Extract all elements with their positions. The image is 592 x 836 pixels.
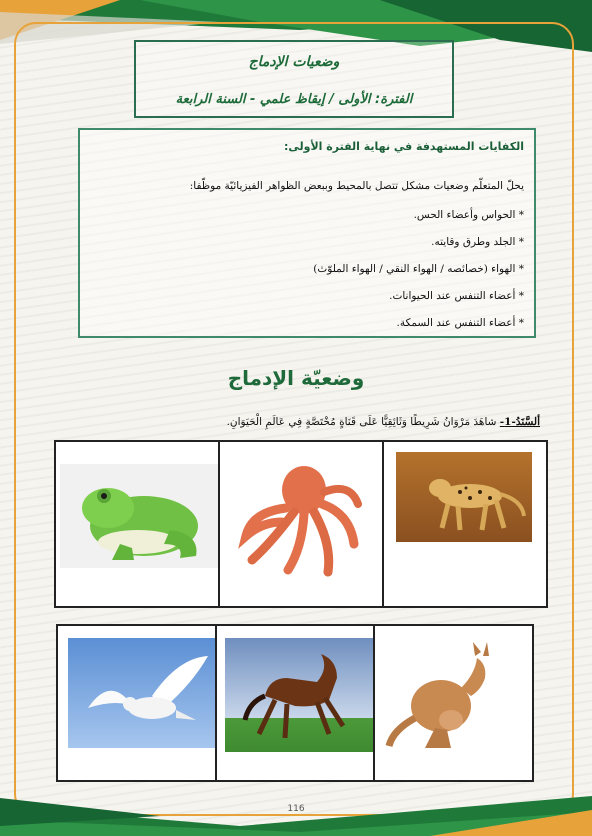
dove-image <box>68 638 224 748</box>
image-cell <box>56 442 218 606</box>
competencies-box <box>78 128 536 338</box>
document-label: ألسَّنَدُ-1- <box>499 416 540 428</box>
competency-item: * أعضاء التنفس عند السمكة. <box>396 317 524 329</box>
competencies-title: الكفايات المستهدفة في نهاية الفترة الأولى: <box>283 140 524 153</box>
competency-item: * الجلد وطرق وقايته. <box>431 236 524 248</box>
document-line <box>227 416 540 428</box>
images-row-1 <box>54 440 548 608</box>
octopus-image <box>232 452 366 584</box>
title-box <box>134 40 454 118</box>
frog-image <box>60 464 222 568</box>
document-text: شاهَدَ مَرْوَانُ شَرِيطًا وَثَائِقِيًّا عَلَى قَنَاةٍ مُخْتَصَّةٍ فِي عَالَمِ الْحَيَوَانِ. <box>226 416 500 428</box>
cheetah-image <box>396 452 532 542</box>
horse-image <box>225 638 377 752</box>
page-title: وضعيات الإدماج <box>248 54 340 70</box>
competency-item: * أعضاء التنفس عند الحيوانات. <box>389 290 524 302</box>
image-cell <box>373 626 532 780</box>
image-cell <box>215 626 374 780</box>
competency-item: * الهواء (خصائصه / الهواء النقي / الهواء الملوّث) <box>313 263 524 275</box>
image-cell <box>382 442 546 606</box>
image-cell <box>58 626 215 780</box>
section-heading: وضعيّة الإدماج <box>227 366 365 390</box>
competency-item: * الحواس وأعضاء الحس. <box>413 209 524 221</box>
images-row-2 <box>56 624 534 782</box>
image-cell <box>218 442 382 606</box>
competencies-intro: يحلّ المتعلّم وضعيات مشكل تتصل بالمحيط وببعض الظواهر الفيزيائيّة موظّفا: <box>189 180 524 192</box>
kangaroo-image <box>381 638 499 756</box>
page-subtitle: الفترة: الأولى / إيقاظ علمي - السنة الرابعة <box>175 92 413 107</box>
page-number: 116 <box>287 804 305 814</box>
